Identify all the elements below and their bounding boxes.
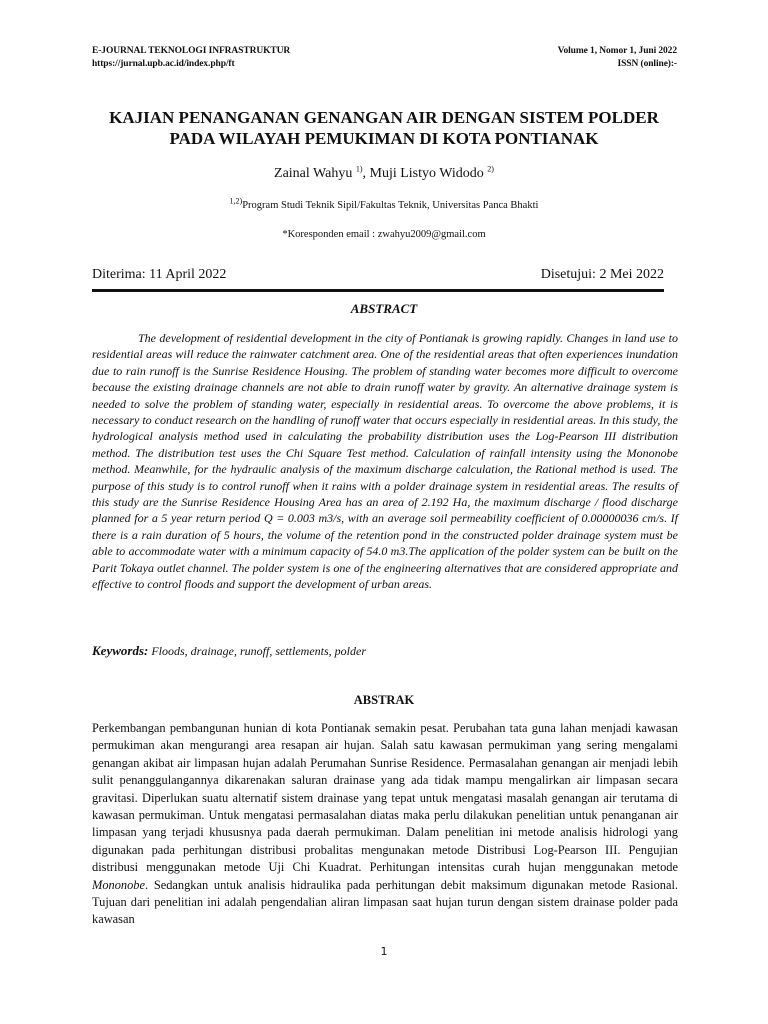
abstract-heading: ABSTRACT [350, 301, 418, 316]
keywords [92, 643, 366, 659]
accepted-date: Disetujui: 2 Mei 2022 [540, 267, 664, 282]
author-separator: , [362, 166, 370, 181]
abstract-text: The development of residential development in the city of Pontianak is growing rapidly. Changes in land use to residential areas will reduce the rainwater catchment area. One of the residential areas that often experiences inundation due to rain runoff is the Sunrise Residence Housing. The problem of standing water becomes more difficult to overcome because the existing drainage channels are not able to drain runoff water by gravity. An alternative drainage system is needed to solve the problem of standing water, especially in residential areas. To overcome the above problems, it is necessary to conduct research on the handling of runoff water that occurs especially in residential areas. In this study, the hydrological analysis method used in calculating the probability distribution uses the Log-Pearson III distribution method. The distribution test uses the Chi Square Test method. Calculation of rainfall intensity using the Mononobe method. Meanwhile, for the hydraulic analysis of the maximum discharge calculation, the Rational method is used. The purpose of this study is to control runoff when it rains with a polder drainage system in residential areas. The results of this study are the Sunrise Residence Housing Area has an area of 2.192 Ha, the maximum discharge / flood discharge planned for a 5 year return period Q = 0.003 m3/s, with an average soil permeability coefficient of 0.00000036 cm/s. If there is a rain duration of 5 hours, the volume of the retention pond in the constructed polder drainage system must be able to accommodate water with a minimum capacity of 54.0 m3.The application of the polder system can be built on the Parit Tokaya outlet channel. The polder system is one of the engineering alternatives that are considered appropriate and effective to control floods and support the development of urban areas. [92, 331, 678, 592]
abstrak-heading: ABSTRAK [353, 693, 415, 707]
author-list [0, 166, 768, 182]
received-date: Diterima: 11 April 2022 [92, 267, 227, 282]
title-line-2: PADA WILAYAH PEMUKIMAN DI KOTA PONTIANAK [169, 129, 599, 148]
author-1-sup: 1) [355, 164, 363, 174]
paper-title [60, 107, 708, 149]
abstrak-text [92, 720, 678, 929]
title-line-1: KAJIAN PENANGANAN GENANGAN AIR DENGAN SISTEM POLDER [109, 108, 659, 127]
journal-header-left [92, 45, 290, 71]
journal-issn: ISSN (online):- [617, 59, 677, 69]
affiliation-text: Program Studi Teknik Sipil/Fakultas Teknik, Universitas Panca Bhakti [242, 200, 539, 211]
author-2-sup: 2) [487, 164, 494, 174]
keywords-label: Keywords: [92, 643, 149, 658]
journal-volume: Volume 1, Nomor 1, Juni 2022 [557, 46, 677, 56]
correspondence-email: *Koresponden email : zwahyu2009@gmail.com [282, 229, 486, 240]
author-2: Muji Listyo Widodo [369, 166, 488, 181]
header-divider [92, 289, 664, 292]
author-1: Zainal Wahyu [274, 166, 356, 181]
abstrak-text-part-b: . Sedangkan untuk analisis hidraulika pada perhitungan debit maksimum digunakan metode Rasional. Tujuan dari penelitian ini adalah pengendalian aliran limpasan saat hujan turun dengan sistem drainase polder pada kawasan [92, 877, 678, 927]
journal-header-right [558, 45, 677, 71]
abstrak-text-part-a: Perkembangan pembangunan hunian di kota Pontianak semakin pesat. Perubahan tata guna lahan menjadi kawasan permukiman akan mengurangi area resapan air hujan. Salah satu kawasan permukiman yang sering mengalami genangan akibat air limpasan hujan adalah Perumahan Sunrise Residence. Permasalahan genangan air menjadi lebih sulit penanggulangannya dikarenakan saluran drainase yang ada tidak mampu mengalirkan air limpasan secara gravitasi. Diperlukan suatu alternatif sistem drainase yang tepat untuk mengatasi masalah genangan air terutama di kawasan permukiman. Untuk mengatasi permasalahan diatas maka perlu dilakukan penelitian untuk penanganan air limpasan yang terjadi khususnya pada daerah permukiman. Dalam penelitian ini metode analisis hidrologi yang digunakan pada perhitungan distribusi probalitas mengunakan metode Distribusi Log-Pearson III. Pengujian distribusi menggunakan metode Uji Chi Kuadrat. Perhitungan intensitas curah hujan menggunakan metode [92, 721, 678, 875]
journal-name: E-JOURNAL TEKNOLOGI INFRASTRUKTUR [92, 46, 291, 56]
abstrak-text-italic: Mononobe [92, 877, 145, 892]
affiliation [0, 196, 768, 211]
journal-url[interactable]: https://jurnal.upb.ac.id/index.php/ft [92, 59, 235, 69]
keywords-text: Floods, drainage, runoff, settlements, polder [148, 644, 366, 658]
page-number: 1 [380, 945, 388, 958]
affiliation-sup: 1,2) [229, 196, 243, 206]
